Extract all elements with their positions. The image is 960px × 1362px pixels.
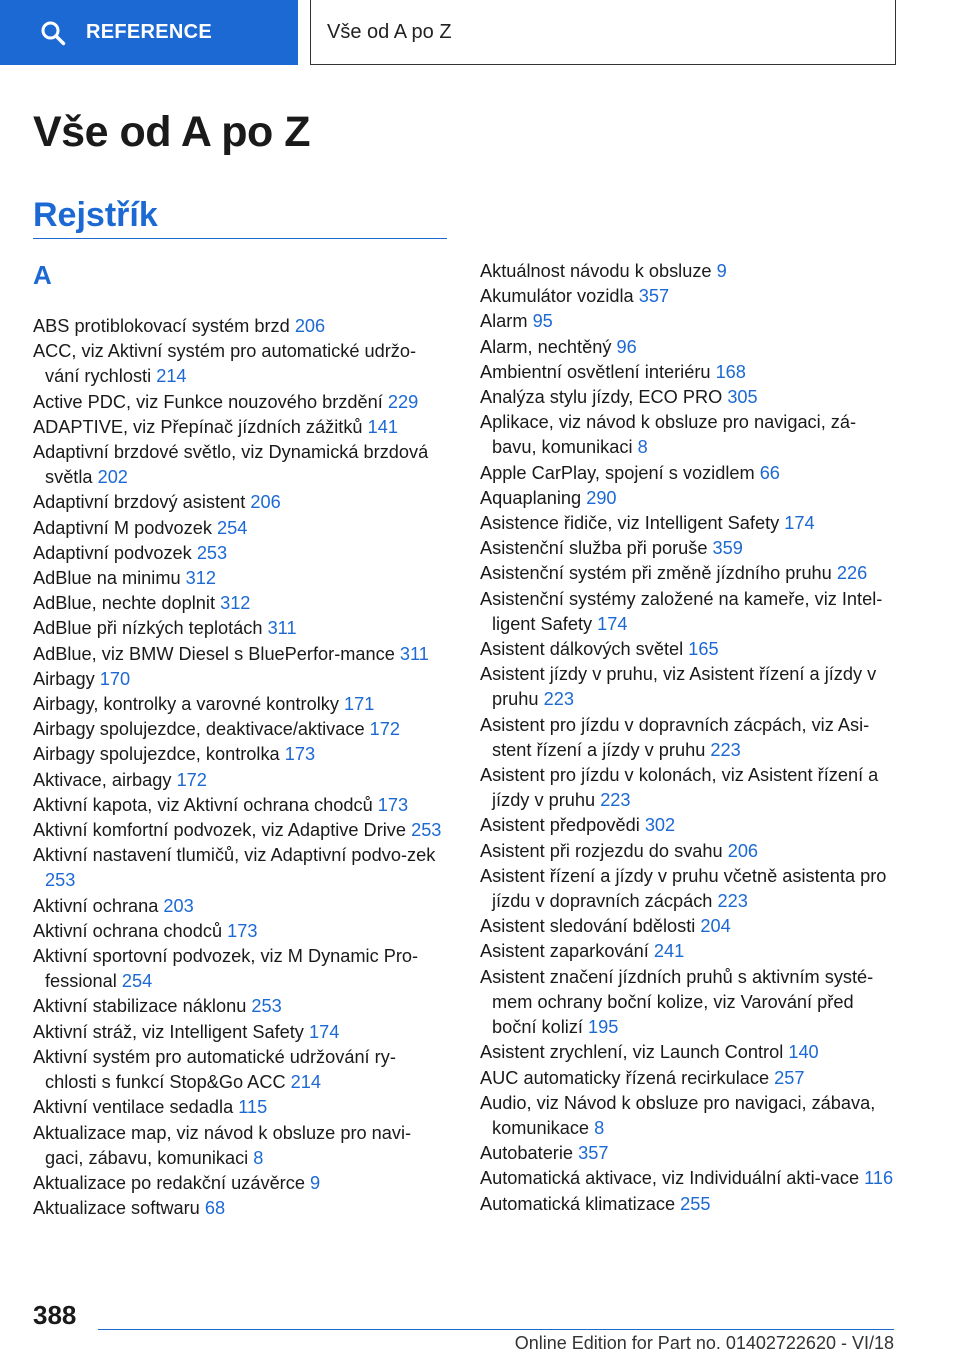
search-icon: [40, 20, 66, 46]
index-entry[interactable]: [480, 284, 900, 309]
index-entry-text: Asistent dálkových světel: [480, 639, 684, 660]
index-entry-page-link[interactable]: 173: [227, 920, 258, 941]
index-entry[interactable]: [33, 591, 447, 616]
index-entry-page-link[interactable]: 229: [387, 391, 419, 412]
index-entry[interactable]: [33, 793, 447, 818]
index-entry[interactable]: [33, 440, 447, 490]
index-entry[interactable]: [480, 662, 900, 712]
index-entry-text: Ambientní osvětlení interiéru: [480, 361, 711, 382]
index-entry-page-link[interactable]: 357: [578, 1143, 609, 1164]
index-entry-page-link[interactable]: 141: [367, 416, 398, 437]
footer-rule: [98, 1329, 894, 1330]
index-entry-page-link[interactable]: 214: [156, 366, 187, 387]
index-entry-page-link[interactable]: 116: [864, 1168, 894, 1189]
index-entry[interactable]: [33, 314, 447, 339]
index-entry[interactable]: [480, 461, 900, 486]
index-entry-text: Asistent pro jízdu v kolonách, viz Asistent řízení a jízdy v pruhu: [480, 765, 879, 811]
index-entry-text: Asistent jízdy v pruhu, viz Asistent řízení a jízdy v pruhu: [480, 664, 877, 710]
reference-tab[interactable]: [0, 0, 298, 65]
index-entry[interactable]: [33, 490, 447, 515]
index-entry-page-link[interactable]: 171: [344, 694, 375, 715]
index-entry[interactable]: [33, 1020, 447, 1045]
footer-edition-text: Online Edition for Part no. 01402722620 - VI/18: [514, 1333, 894, 1353]
page-number: 388: [33, 1300, 77, 1330]
index-entry-text: Asistenční systém při změně jízdního pruhu: [480, 563, 832, 584]
index-entry-page-link[interactable]: 253: [196, 542, 228, 563]
index-entry-text: Aktivní stráž, viz Intelligent Safety: [33, 1021, 304, 1042]
index-entry-page-link[interactable]: 255: [680, 1193, 711, 1214]
index-entry-page-link[interactable]: 173: [377, 794, 409, 815]
index-entry[interactable]: [33, 566, 447, 591]
index-entry[interactable]: [33, 667, 447, 692]
index-entry-page-link[interactable]: 302: [644, 815, 676, 836]
index-entry[interactable]: [33, 339, 447, 389]
index-entry-text: AdBlue na minimu: [33, 568, 181, 589]
index-entry-page-link[interactable]: 241: [653, 941, 685, 962]
index-entry-text: Aktivní stabilizace náklonu: [33, 996, 247, 1017]
index-entry-text: Asistent zrychlení, viz Launch Control: [480, 1042, 784, 1063]
index-entry-text: Adaptivní podvozek: [33, 542, 192, 563]
index-entry-page-link[interactable]: 9: [716, 261, 727, 281]
index-entry[interactable]: [480, 410, 900, 460]
index-entry[interactable]: [33, 390, 447, 415]
index-entry[interactable]: [480, 1066, 900, 1091]
index-entry-text: Aktivní sportovní podvozek, viz M Dynamic Pro-fessional: [33, 946, 419, 992]
index-entry[interactable]: [480, 965, 900, 1041]
index-entry-page-link[interactable]: 254: [121, 971, 153, 992]
index-entry-text: Aktualizace po redakční uzávěrce: [33, 1172, 305, 1193]
index-entry-page-link[interactable]: 206: [727, 840, 759, 861]
index-entry-text: ACC, viz Aktivní systém pro automatické udržo-vání rychlosti: [33, 341, 417, 387]
index-entry[interactable]: [480, 1141, 900, 1166]
index-entry-page-link[interactable]: 206: [294, 316, 326, 336]
index-entry[interactable]: [33, 994, 447, 1019]
index-entry-page-link[interactable]: 140: [788, 1042, 819, 1063]
index-entry-page-link[interactable]: 204: [700, 916, 731, 937]
index-entry[interactable]: [33, 768, 447, 793]
index-entry[interactable]: [33, 919, 447, 944]
index-entry[interactable]: [480, 1192, 900, 1217]
page-title: Vše od A po Z: [33, 108, 310, 156]
index-entry-text: Apple CarPlay, spojení s vozidlem: [480, 462, 755, 483]
index-entry-page-link[interactable]: 253: [45, 870, 76, 891]
index-entry-text: AUC automaticky řízená recirkulace: [480, 1067, 770, 1088]
index-entry-text: Aktualizace softwaru: [33, 1198, 200, 1219]
index-entry[interactable]: [480, 1040, 900, 1065]
index-entry-text: Adaptivní brzdový asistent: [33, 492, 246, 513]
index-title: Rejstřík: [33, 196, 158, 234]
index-entry-page-link[interactable]: 96: [616, 336, 637, 357]
index-entry-text: Aktivní nastavení tlumičů, viz Adaptivní podvo-zek: [33, 845, 436, 866]
index-entry-text: Analýza stylu jízdy, ECO PRO: [480, 387, 723, 408]
index-entry[interactable]: [33, 843, 447, 893]
index-entry[interactable]: [33, 692, 447, 717]
index-entry-page-link[interactable]: 168: [715, 361, 746, 382]
index-entry-text: Alarm, nechtěný: [480, 336, 612, 357]
index-entry-text: Automatická klimatizace: [480, 1193, 676, 1214]
index-entry[interactable]: [33, 818, 447, 843]
index-entry[interactable]: [33, 944, 447, 994]
index-entry-page-link[interactable]: 9: [310, 1172, 321, 1193]
index-entry-page-link[interactable]: 254: [217, 517, 248, 538]
index-entry-page-link[interactable]: 68: [204, 1198, 226, 1219]
index-entry[interactable]: [480, 385, 900, 410]
index-entry[interactable]: [480, 511, 900, 536]
index-entry[interactable]: [480, 839, 900, 864]
index-entry-text: Asistent značení jízdních pruhů s aktivním systé-mem ochrany boční kolize, viz Varování před boční kolizí: [480, 966, 874, 1038]
index-entry-page-link[interactable]: 305: [727, 387, 758, 408]
index-entry-text: ABS protiblokovací systém brzd: [33, 316, 290, 336]
index-entry-text: Airbagy, kontrolky a varovné kontrolky: [33, 694, 339, 715]
index-entry[interactable]: [33, 1095, 447, 1120]
index-entry-page-link[interactable]: 253: [411, 820, 442, 841]
index-column-left: [33, 314, 447, 1221]
index-entry-page-link[interactable]: 214: [290, 1072, 322, 1093]
index-entry-text: Autobaterie: [480, 1143, 574, 1164]
index-entry[interactable]: [480, 561, 900, 586]
index-entry[interactable]: [480, 309, 900, 334]
index-entry-text: AdBlue, nechte doplnit: [33, 593, 216, 614]
index-entry[interactable]: [33, 717, 447, 742]
index-entry[interactable]: [480, 335, 900, 360]
index-entry-text: Aktivní ochrana chodců: [33, 920, 223, 941]
index-entry-text: Airbagy spolujezdce, kontrolka: [33, 744, 280, 765]
index-entry-page-link[interactable]: 165: [688, 639, 719, 660]
index-entry[interactable]: [33, 1171, 447, 1196]
index-entry-text: Asistent pro jízdu v dopravních zácpách, viz Asi-stent řízení a jízdy v pruhu: [480, 714, 870, 760]
index-entry-page-link[interactable]: 66: [759, 462, 780, 483]
index-entry-text: Adaptivní brzdové světlo, viz Dynamická brzdová světla: [33, 442, 429, 488]
index-entry[interactable]: [33, 1121, 447, 1171]
index-column-right: [480, 259, 900, 1217]
index-entry-page-link[interactable]: 172: [176, 769, 207, 790]
index-entry-text: Asistence řidiče, viz Intelligent Safety: [480, 513, 780, 534]
index-entry-text: Active PDC, viz Funkce nouzového brzdění: [33, 391, 383, 412]
index-entry-page-link[interactable]: 253: [251, 996, 282, 1017]
index-entry[interactable]: [480, 486, 900, 511]
index-entry[interactable]: [480, 587, 900, 637]
index-entry[interactable]: [480, 536, 900, 561]
index-entry-text: Asistenční služba při poruše: [480, 538, 708, 559]
index-entry-page-link[interactable]: 223: [710, 739, 741, 760]
index-entry[interactable]: [480, 637, 900, 662]
index-entry[interactable]: [33, 742, 447, 767]
index-entry-page-link[interactable]: 223: [717, 891, 748, 912]
index-entry[interactable]: [33, 894, 447, 919]
index-entry-text: Aktuálnost návodu k obsluze: [480, 261, 712, 281]
section-label: Vše od A po Z: [327, 20, 452, 43]
index-entry-text: Alarm: [480, 311, 528, 332]
index-entry-page-link[interactable]: 95: [532, 311, 553, 332]
index-entry[interactable]: [33, 616, 447, 641]
index-entry-page-link[interactable]: 172: [369, 719, 401, 740]
index-entry-text: Asistenční systémy založené na kameře, viz Intel-ligent Safety: [480, 588, 883, 634]
index-entry[interactable]: [480, 259, 900, 284]
index-entry-page-link[interactable]: 226: [836, 563, 868, 584]
index-entry[interactable]: [33, 1045, 447, 1095]
index-title-rule: [33, 238, 447, 239]
index-entry-page-link[interactable]: 8: [594, 1117, 605, 1138]
index-entry[interactable]: [480, 914, 900, 939]
index-entry-text: Akumulátor vozidla: [480, 286, 634, 307]
index-entry-page-link[interactable]: 8: [253, 1147, 264, 1168]
index-entry-page-link[interactable]: 206: [250, 492, 281, 513]
index-entry-page-link[interactable]: 195: [588, 1017, 619, 1038]
section-tab[interactable]: [310, 0, 896, 65]
index-entry[interactable]: [33, 1196, 447, 1221]
index-entry-text: Asistent sledování bdělosti: [480, 916, 696, 937]
index-entry-page-link[interactable]: 290: [586, 487, 617, 508]
index-entry[interactable]: [33, 415, 447, 440]
index-entry-text: Aquaplaning: [480, 487, 582, 508]
index-entry-text: Adaptivní M podvozek: [33, 517, 212, 538]
index-entry-page-link[interactable]: 359: [712, 538, 743, 559]
index-entry-text: Aktivní komfortní podvozek, viz Adaptive Drive: [33, 820, 407, 841]
index-entry[interactable]: [480, 813, 900, 838]
index-entry[interactable]: [33, 642, 447, 667]
index-letter-heading: A: [33, 260, 52, 290]
index-entry-text: Aktivní systém pro automatické udržování ry-chlosti s funkcí Stop&Go ACC: [33, 1046, 396, 1093]
index-entry[interactable]: [480, 713, 900, 763]
index-entry-page-link[interactable]: 203: [163, 895, 194, 916]
index-entry-text: Aplikace, viz návod k obsluze pro navigaci, zá-bavu, komunikaci: [480, 412, 857, 458]
index-entry[interactable]: [480, 939, 900, 964]
index-entry-text: Aktivace, airbagy: [33, 769, 172, 790]
index-entry[interactable]: [33, 516, 447, 541]
index-entry-page-link[interactable]: 312: [220, 593, 251, 614]
index-entry[interactable]: [480, 1091, 900, 1141]
index-entry-text: Aktivní ventilace sedadla: [33, 1097, 234, 1118]
index-entry-page-link[interactable]: 312: [185, 568, 217, 589]
index-entry-text: Aktivní kapota, viz Aktivní ochrana chodců: [33, 794, 373, 815]
index-entry-text: Asistent řízení a jízdy v pruhu včetně asistenta pro jízdu v dopravních zácpách: [480, 865, 887, 912]
index-entry-page-link[interactable]: 357: [638, 286, 670, 307]
index-entry-text: Aktivní ochrana: [33, 895, 159, 916]
index-entry-page-link[interactable]: 115: [238, 1097, 268, 1118]
index-entry-text: AdBlue při nízkých teplotách: [33, 618, 263, 639]
index-entry-page-link[interactable]: 173: [284, 744, 316, 765]
index-entry-page-link[interactable]: 174: [597, 613, 628, 634]
index-entry-page-link[interactable]: 174: [308, 1021, 340, 1042]
index-entry-page-link[interactable]: 170: [99, 668, 131, 689]
index-entry-text: AdBlue, viz BMW Diesel s BluePerfor-mance: [33, 643, 395, 664]
index-entry[interactable]: [480, 360, 900, 385]
reference-label: REFERENCE: [86, 21, 213, 43]
index-entry-page-link[interactable]: 202: [97, 467, 128, 488]
index-entry-text: Airbagy: [33, 668, 95, 689]
index-entry[interactable]: [480, 763, 900, 813]
index-entry-text: ADAPTIVE, viz Přepínač jízdních zážitků: [33, 416, 363, 437]
index-entry-text: Audio, viz Návod k obsluze pro navigaci, zábava, komunikace: [480, 1092, 876, 1138]
index-entry-page-link[interactable]: 8: [637, 437, 648, 458]
index-entry-page-link[interactable]: 174: [784, 513, 815, 534]
index-entry-text: Asistent zaparkování: [480, 941, 649, 962]
index-entry-page-link[interactable]: 257: [774, 1067, 805, 1088]
index-entry-text: Automatická aktivace, viz Individuální akti-vace: [480, 1168, 860, 1189]
index-entry[interactable]: [33, 541, 447, 566]
index-entry-page-link[interactable]: 223: [600, 790, 631, 811]
index-entry-text: Airbagy spolujezdce, deaktivace/aktivace: [33, 719, 365, 740]
index-entry-page-link[interactable]: 223: [543, 689, 574, 710]
index-entry[interactable]: [480, 864, 900, 914]
index-entry-page-link[interactable]: 311: [267, 618, 297, 639]
index-entry-text: Asistent předpovědi: [480, 815, 640, 836]
index-entry-text: Aktualizace map, viz návod k obsluze pro navi-gaci, zábavu, komunikaci: [33, 1122, 412, 1168]
index-entry-page-link[interactable]: 311: [399, 643, 429, 664]
index-entry-text: Asistent při rozjezdu do svahu: [480, 840, 723, 861]
index-entry[interactable]: [480, 1166, 900, 1191]
